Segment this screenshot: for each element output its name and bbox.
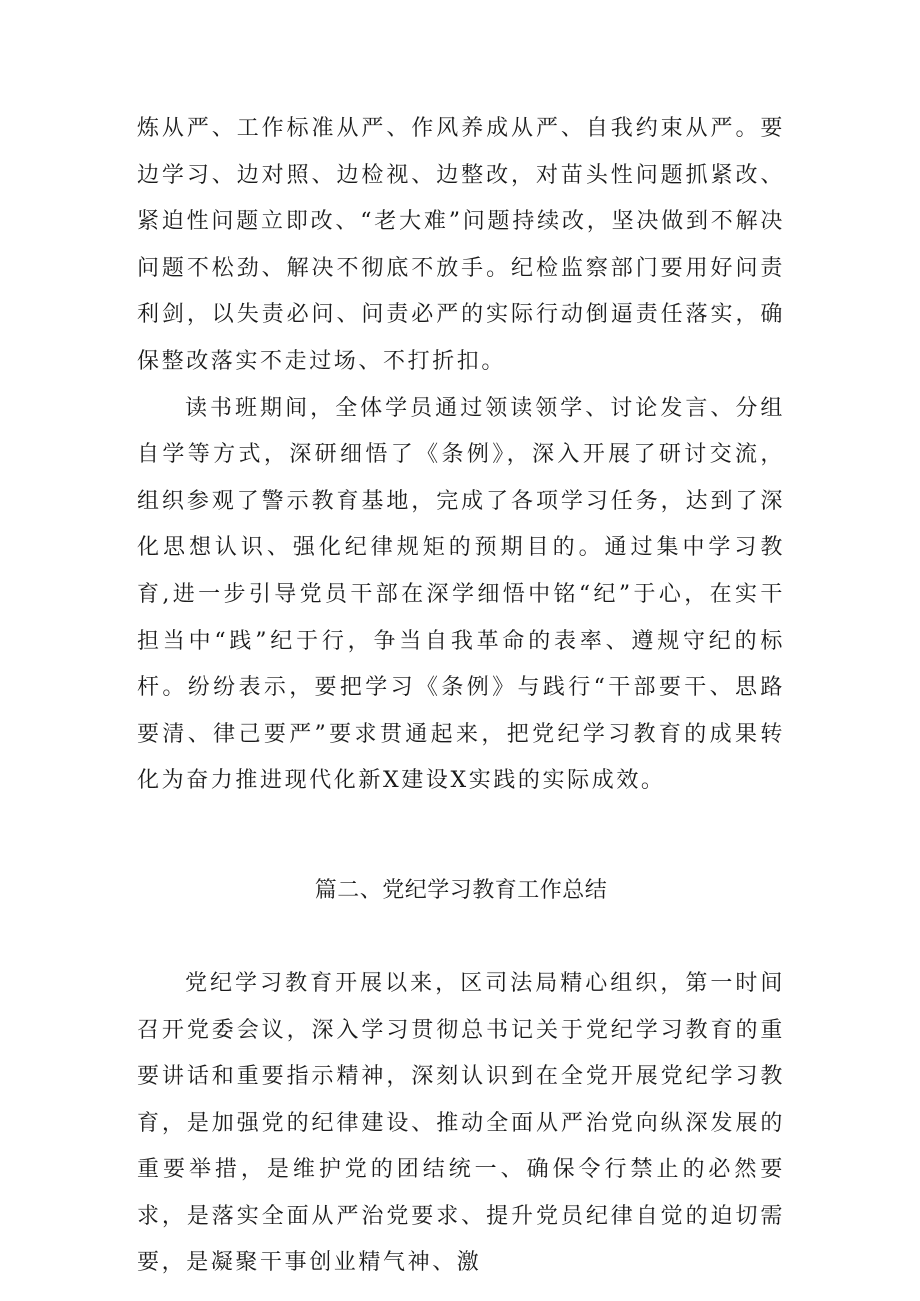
paragraph-summary-intro: 党纪学习教育开展以来，区司法局精心组织，第一时间召开党委会议，深入学习贯彻总书记关于党纪学习教育的重要讲话和重要指示精神，深刻认识到在全党开展党纪学习教育，是加强党的纪律建设、推动全面从严治党向纵深发展的重要举措，是维护党的团结统一、确保令行禁止的必然要求，是落实全面从严治党要求、提升党员纪律自觉的迫切需要，是凝聚干事创业精气神、激	[137, 970, 785, 1276]
paragraph-continuation: 炼从严、工作标准从严、作风养成从严、自我约束从严。要边学习、边对照、边检视、边整改，对苗头性问题抓紧改、紧迫性问题立即改、“老大难”问题持续改，坚决做到不解决问题不松劲、解决不彻底不放手。纪检监察部门要用好问责利剑，以失责必问、问责必严的实际行动倒逼责任落实，确保整改落实不走过场、不打折扣。	[137, 116, 785, 374]
paragraph-reading-class: 读书班期间，全体学员通过领读领学、讨论发言、分组自学等方式，深研细悟了《条例》，深入开展了研讨交流，组织参观了警示教育基地，完成了各项学习任务，达到了深化思想认识、强化纪律规矩的预期目的。通过集中学习教育,进一步引导党员干部在深学细悟中铭“纪”于心，在实干担当中“践”纪于行，争当自我革命的表率、遵规守纪的标杆。纷纷表示，要把学习《条例》与践行“干部要干、思路要清、律己要严”要求贯通起来，把党纪学习教育的成果转化为奋力推进现代化新X建设X实践的实际成效。	[137, 395, 785, 794]
document-page	[137, 106, 785, 1287]
section-title: 篇二、党纪学习教育工作总结	[314, 877, 608, 903]
